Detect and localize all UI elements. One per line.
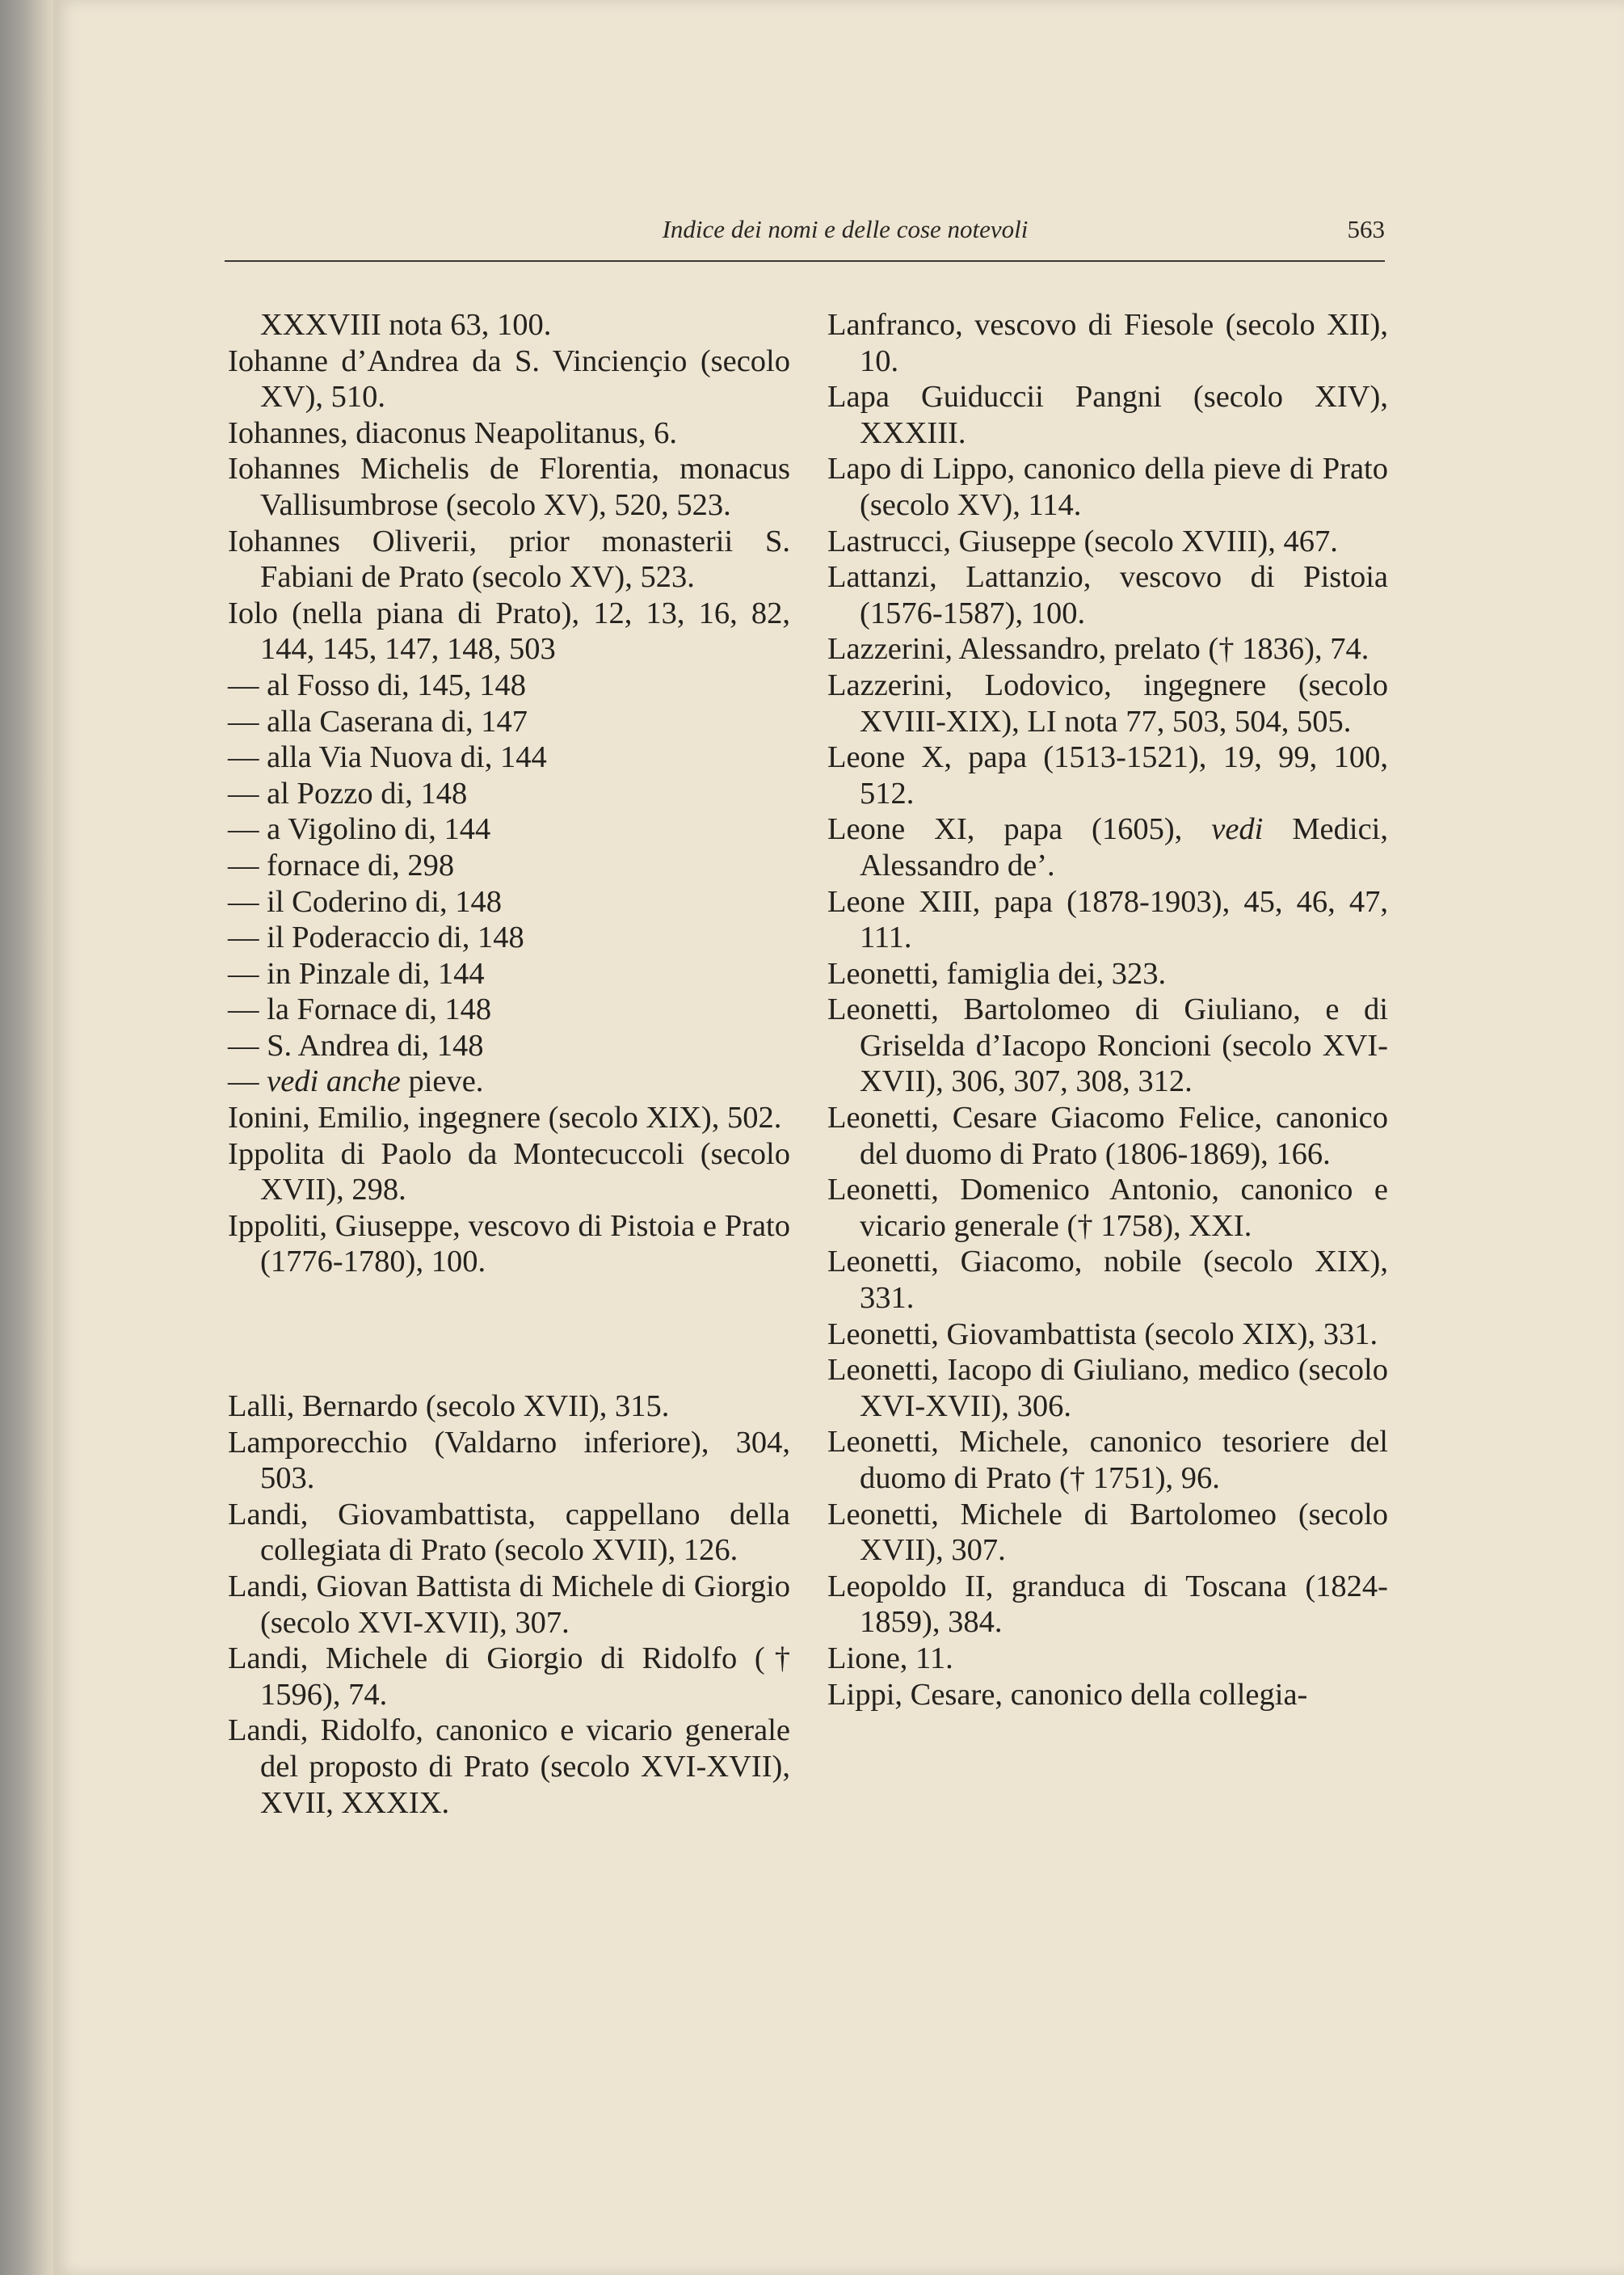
- index-entry: Lastrucci, Giuseppe (secolo XVIII), 467.: [827, 524, 1338, 558]
- index-entry: Landi, Michele di Giorgio di Ridolfo († 1596), 74.: [228, 1641, 790, 1712]
- index-entry: Leonetti, Giacomo, nobile (secolo XIX), 331.: [827, 1245, 1388, 1316]
- index-entry: Lazzerini, Lodovico, ingegnere (secolo XVIII-XIX), LI nota 77, 503, 504, 505.: [827, 668, 1388, 739]
- left-column: [228, 307, 790, 1821]
- index-subentry: — in Pinzale di, 144: [228, 956, 485, 991]
- index-entry: Iohanne d’Andrea da S. Vincienҫio (secolo XV), 510.: [228, 343, 790, 415]
- index-entry: Iohannes, diaconus Neapolitanus, 6.: [228, 415, 677, 450]
- index-entry: Lanfranco, vescovo di Fiesole (secolo XII), 10.: [827, 308, 1388, 378]
- index-subentry: — al Pozzo di, 148: [228, 776, 468, 811]
- index-entry: Leonetti, Bartolomeo di Giuliano, e di Griselda d’Iacopo Roncioni (secolo XVI-XVII), 306, 307, 308, 312.: [827, 992, 1388, 1099]
- index-subentry: — la Fornace di, 148: [228, 992, 492, 1027]
- vedi-anche-label: vedi anche: [267, 1064, 401, 1099]
- right-column: [827, 307, 1388, 1713]
- index-entry: Leone X, papa (1513-1521), 19, 99, 100, 512.: [827, 740, 1388, 811]
- index-entry: Lattanzi, Lattanzio, vescovo di Pistoia (1576-1587), 100.: [827, 560, 1388, 630]
- index-subentry: — al Fosso di, 145, 148: [228, 668, 526, 702]
- index-entry: Landi, Giovan Battista di Michele di Giorgio (secolo XVI-XVII), 307.: [228, 1569, 790, 1640]
- cross-reference-dash: —: [228, 1064, 259, 1099]
- index-subentry: — fornace di, 298: [228, 848, 455, 883]
- index-entry: Lapa Guiduccii Pangni (secolo XIV), XXXIII.: [827, 380, 1388, 450]
- index-subentry: — S. Andrea di, 148: [228, 1028, 484, 1063]
- index-entry: Leone XIII, papa (1878-1903), 45, 46, 47, 111.: [827, 884, 1388, 955]
- index-entry: XXXVIII nota 63, 100.: [260, 308, 552, 342]
- index-entry: Lippi, Cesare, canonico della collegia-: [827, 1677, 1308, 1712]
- index-entry: Leonetti, famiglia dei, 323.: [827, 956, 1167, 991]
- index-entry: Leonetti, Michele di Bartolomeo (secolo XVII), 307.: [827, 1497, 1388, 1568]
- index-entry: Landi, Ridolfo, canonico e vicario generale del proposto di Prato (secolo XVI-XVII), XVII, XXXIX.: [228, 1713, 790, 1820]
- index-entry: Lapo di Lippo, canonico della pieve di Prato (secolo XV), 114.: [827, 452, 1388, 522]
- index-entry: Iolo (nella piana di Prato), 12, 13, 16, 82, 144, 145, 147, 148, 503: [228, 596, 790, 667]
- running-title: Indice dei nomi e delle cose notevoli: [662, 215, 1029, 243]
- index-entry: Ionini, Emilio, ingegnere (secolo XIX), 502.: [228, 1101, 782, 1135]
- cross-reference-target: pieve.: [408, 1064, 484, 1099]
- index-entry: Lione, 11.: [827, 1641, 953, 1675]
- index-entry: Leopoldo II, granduca di Toscana (1824-1859), 384.: [827, 1569, 1388, 1640]
- index-entry: Leonetti, Michele, canonico tesoriere del duomo di Prato († 1751), 96.: [827, 1425, 1388, 1495]
- running-head: [225, 212, 1385, 262]
- index-entry: Lamporecchio (Valdarno inferiore), 304, 503.: [228, 1425, 790, 1496]
- page-number: 563: [1347, 215, 1385, 243]
- index-entry: Ippoliti, Giuseppe, vescovo di Pistoia e Prato (1776-1780), 100.: [228, 1208, 790, 1279]
- index-entry: Lalli, Bernardo (secolo XVII), 315.: [228, 1389, 670, 1424]
- index-entry: Leonetti, Iacopo di Giuliano, medico (secolo XVI-XVII), 306.: [827, 1353, 1388, 1423]
- index-subentry: — il Poderaccio di, 148: [228, 921, 524, 955]
- index-entry: Leonetti, Giovambattista (secolo XIX), 331.: [827, 1317, 1378, 1351]
- index-subentry: — a Vigolino di, 144: [228, 812, 491, 847]
- index-entry: Iohannes Michelis de Florentia, monacus Vallisumbrose (secolo XV), 520, 523.: [228, 452, 790, 522]
- index-entry: Iohannes Oliverii, prior monasterii S. Fabiani de Prato (secolo XV), 523.: [228, 524, 790, 595]
- index-entry: Leonetti, Cesare Giacomo Felice, canonico del duomo di Prato (1806-1869), 166.: [827, 1101, 1388, 1171]
- index-entry: Lazzerini, Alessandro, prelato († 1836), 74.: [827, 632, 1369, 667]
- index-cross-reference: [827, 811, 1388, 883]
- index-entry: Ippolita di Paolo da Montecuccoli (secolo XVII), 298.: [228, 1136, 790, 1207]
- vedi-label: vedi: [1211, 812, 1264, 847]
- cross-reference-target: Medici, Alessandro de’.: [860, 812, 1389, 883]
- index-subentry: — alla Via Nuova di, 144: [228, 740, 547, 775]
- index-entry: Landi, Giovambattista, cappellano della collegiata di Prato (secolo XVII), 126.: [228, 1497, 790, 1568]
- index-cross-reference: [228, 1064, 790, 1100]
- index-subentry: — alla Caserana di, 147: [228, 704, 528, 739]
- cross-reference-heading: Leone XI, papa (1605),: [827, 812, 1183, 847]
- index-subentry: — il Coderino di, 148: [228, 884, 502, 919]
- letter-group-gap: [228, 1280, 790, 1388]
- index-entry: Leonetti, Domenico Antonio, canonico e vicario generale († 1758), XXI.: [827, 1173, 1388, 1243]
